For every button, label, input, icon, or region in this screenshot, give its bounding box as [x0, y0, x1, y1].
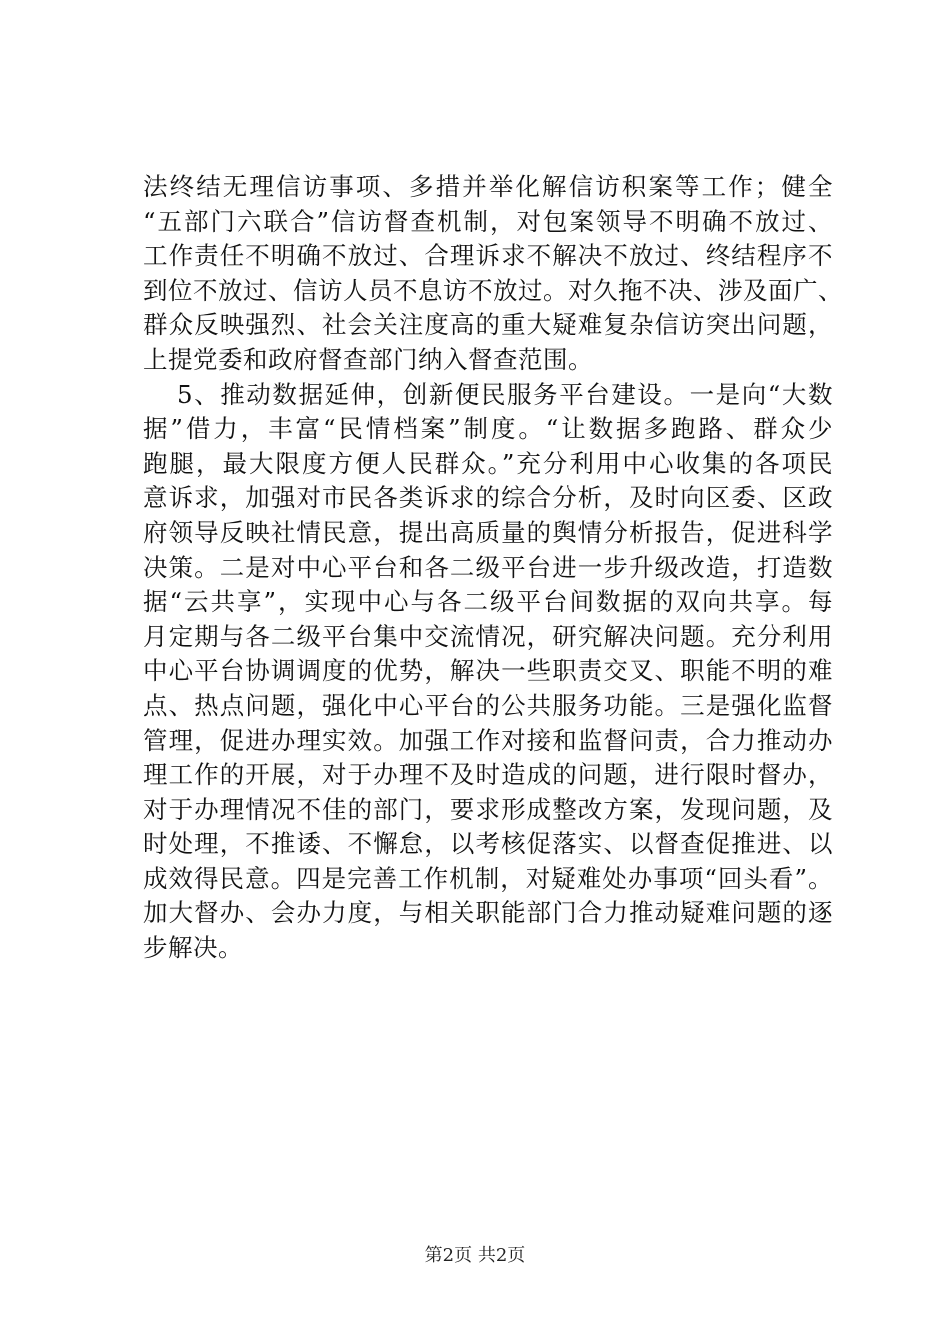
text-line: 上提党委和政府督查部门纳入督查范围。 [143, 344, 593, 374]
text-line: 管理，促进办理实效。加强工作对接和监督问责，合力推动办 [143, 725, 833, 755]
text-line: “五部门六联合”信访督查机制，对包案领导不明确不放过、 [143, 206, 833, 236]
text-line: 步解决。 [143, 933, 243, 963]
text-line: 意诉求，加强对市民各类诉求的综合分析，及时向区委、区政 [143, 483, 833, 513]
text-line: 府领导反映社情民意，提出高质量的舆情分析报告，促进科学 [143, 517, 833, 547]
text-line: 点、热点问题，强化中心平台的公共服务功能。三是强化监督 [143, 690, 833, 720]
text-line: 决策。二是对中心平台和各二级平台进一步升级改造，打造数 [143, 552, 833, 582]
text-line: 跑腿，最大限度方便人民群众。”充分利用中心收集的各项民 [143, 448, 833, 478]
paragraph-1 [143, 170, 843, 378]
text-line: 时处理，不推诿、不懈怠，以考核促落实、以督查促推进、以 [143, 829, 833, 859]
text-line: 据”借力，丰富“民情档案”制度。“让数据多跑路、群众少 [143, 414, 833, 444]
text-line: 群众反映强烈、社会关注度高的重大疑难复杂信访突出问题， [143, 310, 833, 340]
text-line: 5、推动数据延伸，创新便民服务平台建设。一是向“大数 [177, 379, 833, 409]
text-line: 成效得民意。四是完善工作机制，对疑难处办事项“回头看”。 [143, 863, 833, 893]
paragraph-2 [143, 378, 833, 966]
text-line: 理工作的开展，对于办理不及时造成的问题，进行限时督办， [143, 760, 833, 790]
text-line: 工作责任不明确不放过、合理诉求不解决不放过、终结程序不 [143, 241, 833, 271]
page-footer [0, 1244, 950, 1268]
text-line: 法终结无理信访事项、多措并举化解信访积案等工作；健全 [143, 172, 833, 201]
text-line: 到位不放过、信访人员不息访不放过。对久拖不决、涉及面广、 [143, 275, 843, 305]
text-line: 加大督办、会办力度，与相关职能部门合力推动疑难问题的逐 [143, 898, 833, 928]
document-body [143, 170, 843, 966]
text-line: 对于办理情况不佳的部门，要求形成整改方案，发现问题，及 [143, 794, 833, 824]
text-line: 月定期与各二级平台集中交流情况，研究解决问题。充分利用 [143, 621, 833, 651]
text-line: 中心平台协调调度的优势，解决一些职责交叉、职能不明的难 [143, 656, 833, 686]
text-line: 据“云共享”，实现中心与各二级平台间数据的双向共享。每 [143, 587, 833, 617]
page-number-label: 第2页 共2页 [424, 1245, 526, 1266]
